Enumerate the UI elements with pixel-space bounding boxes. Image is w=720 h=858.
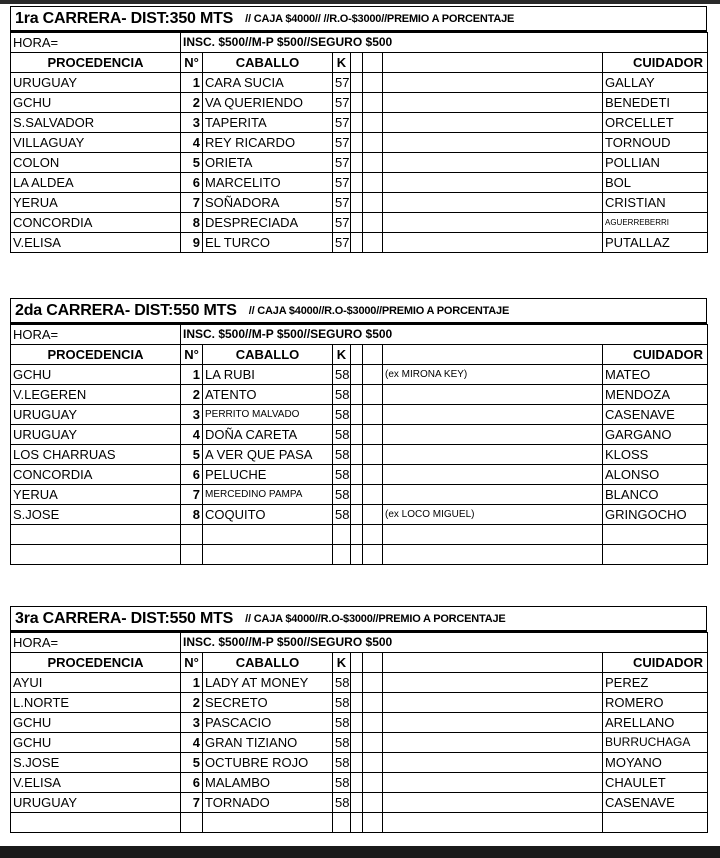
nota-cell xyxy=(383,733,603,753)
table-row xyxy=(11,713,708,733)
procedencia-cell: L.NORTE xyxy=(11,693,181,713)
race-3-title: 3ra CARRERA- DIST:550 MTS xyxy=(15,609,234,627)
blank-cell xyxy=(351,193,363,213)
table-row xyxy=(11,445,708,465)
race-3-hora-row xyxy=(11,633,708,653)
procedencia-cell: YERUA xyxy=(11,485,181,505)
blank-cell xyxy=(351,753,363,773)
race-1-hora-row xyxy=(11,33,708,53)
table-row xyxy=(11,693,708,713)
caballo-cell: LADY AT MONEY xyxy=(203,673,333,693)
caballo-cell: PASCACIO xyxy=(203,713,333,733)
k-cell: 58 xyxy=(333,693,351,713)
table-row xyxy=(11,193,708,213)
caballo-cell: ATENTO xyxy=(203,385,333,405)
caballo-cell: OCTUBRE ROJO xyxy=(203,753,333,773)
header-numero: N° xyxy=(181,345,203,365)
k-cell: 57 xyxy=(333,93,351,113)
numero-cell: 3 xyxy=(181,405,203,425)
cuidador-cell: GARGANO xyxy=(603,425,708,445)
nota-cell xyxy=(383,405,603,425)
caballo-cell: TAPERITA xyxy=(203,113,333,133)
procedencia-cell: URUGUAY xyxy=(11,793,181,813)
nota-cell xyxy=(383,173,603,193)
nota-cell xyxy=(383,425,603,445)
numero-cell: 5 xyxy=(181,153,203,173)
nota-cell xyxy=(383,113,603,133)
cuidador-cell: BLANCO xyxy=(603,485,708,505)
numero-cell: 6 xyxy=(181,173,203,193)
table-row xyxy=(11,733,708,753)
table-row xyxy=(11,773,708,793)
blank-cell xyxy=(363,445,383,465)
k-cell: 58 xyxy=(333,733,351,753)
blank-cell xyxy=(351,173,363,193)
blank-cell xyxy=(363,673,383,693)
blank-cell xyxy=(363,133,383,153)
header-blank xyxy=(351,345,363,365)
header-procedencia: PROCEDENCIA xyxy=(11,345,181,365)
blank-cell xyxy=(351,733,363,753)
blank-cell xyxy=(363,733,383,753)
table-row xyxy=(11,545,708,565)
race-3-table xyxy=(10,632,708,833)
k-cell: 58 xyxy=(333,405,351,425)
blank-cell xyxy=(363,113,383,133)
inscripcion-info: INSC. $500//M-P $500//SEGURO $500 xyxy=(181,633,708,653)
numero-cell xyxy=(181,525,203,545)
numero-cell: 8 xyxy=(181,213,203,233)
procedencia-cell: S.JOSE xyxy=(11,505,181,525)
race-2-subtitle: // CAJA $4000//R.O-$3000//PREMIO A PORCENTAJE xyxy=(248,304,510,317)
cuidador-cell: TORNOUD xyxy=(603,133,708,153)
numero-cell: 6 xyxy=(181,465,203,485)
procedencia-cell: S.SALVADOR xyxy=(11,113,181,133)
bottom-dark-strip xyxy=(0,846,720,858)
cuidador-cell: GRINGOCHO xyxy=(603,505,708,525)
caballo-cell: DOÑA CARETA xyxy=(203,425,333,445)
procedencia-cell: GCHU xyxy=(11,93,181,113)
procedencia-cell: GCHU xyxy=(11,733,181,753)
race-1-header-row xyxy=(11,53,708,73)
nota-cell xyxy=(383,385,603,405)
blank-cell xyxy=(363,425,383,445)
numero-cell: 1 xyxy=(181,673,203,693)
numero-cell: 5 xyxy=(181,445,203,465)
numero-cell: 1 xyxy=(181,73,203,93)
k-cell: 58 xyxy=(333,713,351,733)
k-cell: 58 xyxy=(333,753,351,773)
race-1-subtitle: // CAJA $4000// //R.O-$3000//PREMIO A PORCENTAJE xyxy=(245,12,515,25)
nota-cell xyxy=(383,93,603,113)
procedencia-cell: URUGUAY xyxy=(11,73,181,93)
blank-cell xyxy=(363,385,383,405)
cuidador-cell: MENDOZA xyxy=(603,385,708,405)
caballo-cell: SOÑADORA xyxy=(203,193,333,213)
blank-cell xyxy=(351,465,363,485)
blank-cell xyxy=(363,193,383,213)
race-2-title: 2da CARRERA- DIST:550 MTS xyxy=(15,301,237,319)
k-cell: 58 xyxy=(333,465,351,485)
blank-cell xyxy=(363,753,383,773)
table-row xyxy=(11,753,708,773)
header-caballo: CABALLO xyxy=(203,653,333,673)
cuidador-cell: CASENAVE xyxy=(603,405,708,425)
blank-cell xyxy=(363,173,383,193)
k-cell: 58 xyxy=(333,505,351,525)
blank-cell xyxy=(363,813,383,833)
k-cell: 58 xyxy=(333,385,351,405)
blank-cell xyxy=(351,713,363,733)
blank-cell xyxy=(351,405,363,425)
blank-cell xyxy=(351,93,363,113)
caballo-cell: DESPRECIADA xyxy=(203,213,333,233)
table-row xyxy=(11,73,708,93)
header-blank xyxy=(383,53,603,73)
procedencia-cell: YERUA xyxy=(11,193,181,213)
nota-cell xyxy=(383,545,603,565)
table-row xyxy=(11,465,708,485)
table-row xyxy=(11,813,708,833)
header-k: K xyxy=(333,345,351,365)
table-row xyxy=(11,133,708,153)
k-cell: 57 xyxy=(333,133,351,153)
header-blank xyxy=(363,345,383,365)
k-cell xyxy=(333,813,351,833)
header-caballo: CABALLO xyxy=(203,53,333,73)
procedencia-cell: V.ELISA xyxy=(11,773,181,793)
cuidador-cell: ROMERO xyxy=(603,693,708,713)
k-cell: 58 xyxy=(333,793,351,813)
table-row xyxy=(11,485,708,505)
table-row xyxy=(11,405,708,425)
procedencia-cell: VILLAGUAY xyxy=(11,133,181,153)
table-row xyxy=(11,213,708,233)
header-blank xyxy=(351,53,363,73)
header-procedencia: PROCEDENCIA xyxy=(11,53,181,73)
header-k: K xyxy=(333,653,351,673)
nota-cell xyxy=(383,773,603,793)
nota-cell xyxy=(383,693,603,713)
hora-label: HORA= xyxy=(11,633,181,653)
numero-cell: 6 xyxy=(181,773,203,793)
cuidador-cell xyxy=(603,525,708,545)
numero-cell: 8 xyxy=(181,505,203,525)
blank-cell xyxy=(363,153,383,173)
nota-cell xyxy=(383,465,603,485)
cuidador-cell: ALONSO xyxy=(603,465,708,485)
k-cell: 57 xyxy=(333,173,351,193)
blank-cell xyxy=(351,485,363,505)
blank-cell xyxy=(351,445,363,465)
blank-cell xyxy=(351,233,363,253)
race-1-title: 1ra CARRERA- DIST:350 MTS xyxy=(15,9,234,27)
blank-cell xyxy=(363,405,383,425)
inscripcion-info: INSC. $500//M-P $500//SEGURO $500 xyxy=(181,325,708,345)
blank-cell xyxy=(363,365,383,385)
procedencia-cell: AYUI xyxy=(11,673,181,693)
header-k: K xyxy=(333,53,351,73)
race-1-table xyxy=(10,32,708,253)
nota-cell xyxy=(383,193,603,213)
caballo-cell: EL TURCO xyxy=(203,233,333,253)
race-2-header-row xyxy=(11,345,708,365)
numero-cell: 2 xyxy=(181,93,203,113)
blank-cell xyxy=(351,545,363,565)
k-cell: 58 xyxy=(333,445,351,465)
k-cell: 57 xyxy=(333,113,351,133)
cuidador-cell: POLLIAN xyxy=(603,153,708,173)
table-row xyxy=(11,233,708,253)
nota-cell: (ex MIRONA KEY) xyxy=(383,365,603,385)
k-cell: 57 xyxy=(333,193,351,213)
procedencia-cell xyxy=(11,545,181,565)
numero-cell: 5 xyxy=(181,753,203,773)
blank-cell xyxy=(351,773,363,793)
k-cell xyxy=(333,545,351,565)
cuidador-cell: ARELLANO xyxy=(603,713,708,733)
hora-label: HORA= xyxy=(11,325,181,345)
cuidador-cell: BOL xyxy=(603,173,708,193)
numero-cell: 4 xyxy=(181,733,203,753)
procedencia-cell: GCHU xyxy=(11,365,181,385)
header-blank xyxy=(363,653,383,673)
blank-cell xyxy=(363,93,383,113)
header-numero: N° xyxy=(181,53,203,73)
nota-cell xyxy=(383,73,603,93)
caballo-cell: SECRETO xyxy=(203,693,333,713)
blank-cell xyxy=(351,133,363,153)
procedencia-cell: COLON xyxy=(11,153,181,173)
nota-cell xyxy=(383,813,603,833)
table-row xyxy=(11,153,708,173)
caballo-cell xyxy=(203,813,333,833)
k-cell: 58 xyxy=(333,485,351,505)
blank-cell xyxy=(351,385,363,405)
numero-cell: 7 xyxy=(181,793,203,813)
nota-cell xyxy=(383,713,603,733)
cuidador-cell xyxy=(603,813,708,833)
blank-cell xyxy=(363,465,383,485)
k-cell: 57 xyxy=(333,233,351,253)
top-dark-strip xyxy=(0,0,720,4)
blank-cell xyxy=(351,793,363,813)
cuidador-cell: CASENAVE xyxy=(603,793,708,813)
blank-cell xyxy=(363,545,383,565)
k-cell: 57 xyxy=(333,73,351,93)
cuidador-cell: PEREZ xyxy=(603,673,708,693)
blank-cell xyxy=(351,153,363,173)
header-blank xyxy=(383,653,603,673)
nota-cell: (ex LOCO MIGUEL) xyxy=(383,505,603,525)
k-cell: 58 xyxy=(333,673,351,693)
nota-cell xyxy=(383,445,603,465)
cuidador-cell xyxy=(603,545,708,565)
header-cuidador: CUIDADOR xyxy=(603,53,708,73)
procedencia-cell: S.JOSE xyxy=(11,753,181,773)
cuidador-cell: ORCELLET xyxy=(603,113,708,133)
procedencia-cell: URUGUAY xyxy=(11,425,181,445)
procedencia-cell xyxy=(11,813,181,833)
blank-cell xyxy=(363,713,383,733)
blank-cell xyxy=(351,525,363,545)
caballo-cell: TORNADO xyxy=(203,793,333,813)
table-row xyxy=(11,113,708,133)
blank-cell xyxy=(363,773,383,793)
caballo-cell: ORIETA xyxy=(203,153,333,173)
blank-cell xyxy=(351,425,363,445)
blank-cell xyxy=(363,485,383,505)
table-row xyxy=(11,365,708,385)
race-3-header-row xyxy=(11,653,708,673)
race-2-title-bar xyxy=(10,298,707,324)
cuidador-cell: AGUERREBERRI xyxy=(603,213,708,233)
procedencia-cell: GCHU xyxy=(11,713,181,733)
numero-cell: 3 xyxy=(181,713,203,733)
k-cell xyxy=(333,525,351,545)
header-cuidador: CUIDADOR xyxy=(603,653,708,673)
blank-cell xyxy=(351,365,363,385)
k-cell: 58 xyxy=(333,773,351,793)
numero-cell: 9 xyxy=(181,233,203,253)
table-row xyxy=(11,93,708,113)
blank-cell xyxy=(363,525,383,545)
header-blank xyxy=(363,53,383,73)
caballo-cell: MALAMBO xyxy=(203,773,333,793)
caballo-cell xyxy=(203,545,333,565)
nota-cell xyxy=(383,233,603,253)
table-row xyxy=(11,793,708,813)
k-cell: 57 xyxy=(333,213,351,233)
caballo-cell: A VER QUE PASA xyxy=(203,445,333,465)
table-row xyxy=(11,425,708,445)
k-cell: 58 xyxy=(333,365,351,385)
procedencia-cell xyxy=(11,525,181,545)
caballo-cell: VA QUERIENDO xyxy=(203,93,333,113)
hora-label: HORA= xyxy=(11,33,181,53)
caballo-cell: CARA SUCIA xyxy=(203,73,333,93)
numero-cell: 4 xyxy=(181,133,203,153)
procedencia-cell: V.LEGEREN xyxy=(11,385,181,405)
numero-cell: 2 xyxy=(181,385,203,405)
header-cuidador: CUIDADOR xyxy=(603,345,708,365)
nota-cell xyxy=(383,133,603,153)
table-row xyxy=(11,173,708,193)
procedencia-cell: LA ALDEA xyxy=(11,173,181,193)
cuidador-cell: CRISTIAN xyxy=(603,193,708,213)
table-row xyxy=(11,525,708,545)
nota-cell xyxy=(383,753,603,773)
blank-cell xyxy=(351,813,363,833)
blank-cell xyxy=(351,73,363,93)
blank-cell xyxy=(363,213,383,233)
blank-cell xyxy=(351,505,363,525)
table-row xyxy=(11,505,708,525)
caballo-cell: COQUITO xyxy=(203,505,333,525)
race-2-table xyxy=(10,324,708,565)
procedencia-cell: URUGUAY xyxy=(11,405,181,425)
caballo-cell: MARCELITO xyxy=(203,173,333,193)
caballo-cell: PELUCHE xyxy=(203,465,333,485)
numero-cell: 2 xyxy=(181,693,203,713)
caballo-cell: LA RUBI xyxy=(203,365,333,385)
race-2-hora-row xyxy=(11,325,708,345)
caballo-cell xyxy=(203,525,333,545)
header-caballo: CABALLO xyxy=(203,345,333,365)
caballo-cell: GRAN TIZIANO xyxy=(203,733,333,753)
procedencia-cell: CONCORDIA xyxy=(11,213,181,233)
procedencia-cell: CONCORDIA xyxy=(11,465,181,485)
blank-cell xyxy=(363,693,383,713)
numero-cell xyxy=(181,813,203,833)
caballo-cell: MERCEDINO PAMPA xyxy=(203,485,333,505)
numero-cell: 1 xyxy=(181,365,203,385)
inscripcion-info: INSC. $500//M-P $500//SEGURO $500 xyxy=(181,33,708,53)
header-numero: N° xyxy=(181,653,203,673)
race-1-title-bar xyxy=(10,6,707,32)
cuidador-cell: PUTALLAZ xyxy=(603,233,708,253)
nota-cell xyxy=(383,673,603,693)
header-blank xyxy=(351,653,363,673)
nota-cell xyxy=(383,153,603,173)
cuidador-cell: BURRUCHAGA xyxy=(603,733,708,753)
blank-cell xyxy=(351,213,363,233)
blank-cell xyxy=(351,693,363,713)
numero-cell: 7 xyxy=(181,193,203,213)
cuidador-cell: CHAULET xyxy=(603,773,708,793)
cuidador-cell: KLOSS xyxy=(603,445,708,465)
race-3-subtitle: // CAJA $4000//R.O-$3000//PREMIO A PORCENTAJE xyxy=(245,612,506,625)
table-row xyxy=(11,385,708,405)
blank-cell xyxy=(351,673,363,693)
header-blank xyxy=(383,345,603,365)
table-row xyxy=(11,673,708,693)
caballo-cell: REY RICARDO xyxy=(203,133,333,153)
nota-cell xyxy=(383,793,603,813)
cuidador-cell: MATEO xyxy=(603,365,708,385)
k-cell: 57 xyxy=(333,153,351,173)
numero-cell: 7 xyxy=(181,485,203,505)
header-procedencia: PROCEDENCIA xyxy=(11,653,181,673)
blank-cell xyxy=(363,505,383,525)
numero-cell xyxy=(181,545,203,565)
blank-cell xyxy=(351,113,363,133)
numero-cell: 3 xyxy=(181,113,203,133)
cuidador-cell: MOYANO xyxy=(603,753,708,773)
blank-cell xyxy=(363,73,383,93)
blank-cell xyxy=(363,233,383,253)
procedencia-cell: LOS CHARRUAS xyxy=(11,445,181,465)
nota-cell xyxy=(383,213,603,233)
nota-cell xyxy=(383,525,603,545)
caballo-cell: PERRITO MALVADO xyxy=(203,405,333,425)
cuidador-cell: BENEDETI xyxy=(603,93,708,113)
numero-cell: 4 xyxy=(181,425,203,445)
procedencia-cell: V.ELISA xyxy=(11,233,181,253)
k-cell: 58 xyxy=(333,425,351,445)
race-3-title-bar xyxy=(10,606,707,632)
cuidador-cell: GALLAY xyxy=(603,73,708,93)
nota-cell xyxy=(383,485,603,505)
blank-cell xyxy=(363,793,383,813)
